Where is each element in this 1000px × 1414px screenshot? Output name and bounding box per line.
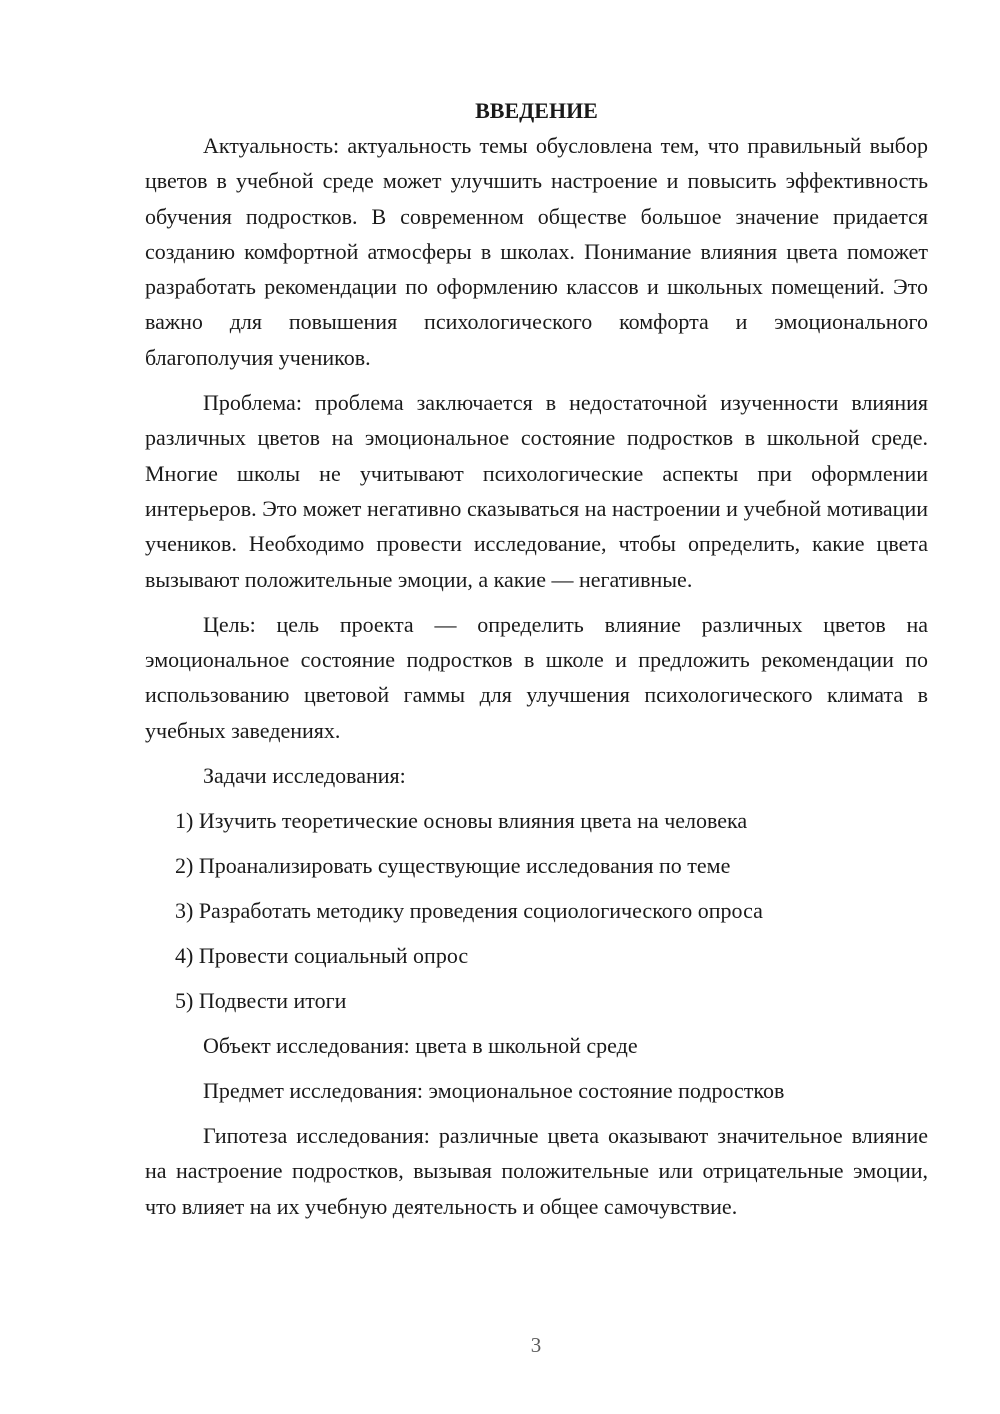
paragraph-object: Объект исследования: цвета в школьной среде: [203, 1033, 638, 1059]
page-title: ВВЕДЕНИЕ: [475, 98, 598, 123]
tasks-heading: Задачи исследования:: [203, 763, 406, 789]
page-number: 3: [530, 1333, 542, 1357]
paragraph-goal: Цель: цель проекта — определить влияние различных цветов на эмоциональное состояние подростков в школе и предложить рекомендации по использованию цветовой гаммы для улучшения психологического климата в учебных заведениях.: [145, 611, 928, 743]
page-content: [145, 93, 928, 1224]
list-item: 4) Провести социальный опрос: [175, 943, 469, 969]
tasks-list: [145, 803, 928, 1018]
paragraph-problem: Проблема: проблема заключается в недостаточной изученности влияния различных цветов на эмоциональное состояние подростков в школьной среде. Многие школы не учитывают психологические аспекты при оформлении интерьеров. Это может негативно сказываться на настроении и учебной мотивации учеников. Необходимо провести исследование, чтобы определить, какие цвета вызывают положительные эмоции, а какие — негативные.: [145, 390, 928, 592]
paragraph-hypothesis: Гипотеза исследования: различные цвета оказывают значительное влияние на настроение подростков, вызывая положительные или отрицательные эмоции, что влияет на их учебную деятельность и общее самочувствие.: [145, 1123, 928, 1219]
paragraph-subject: Предмет исследования: эмоциональное состояние подростков: [203, 1078, 785, 1104]
paragraph-relevance: Актуальность: актуальность темы обусловлена тем, что правильный выбор цветов в учебной среде может улучшить настроение и повысить эффективность обучения подростков. В современном обществе большое значение придается созданию комфортной атмосферы в школах. Понимание влияния цвета поможет разработать рекомендации по оформлению классов и школьных помещений. Это важно для повышения психологического комфорта и эмоционального благополучия учеников.: [145, 133, 928, 370]
list-item: 5) Подвести итоги: [175, 988, 347, 1014]
list-item: 3) Разработать методику проведения социологического опроса: [175, 898, 763, 924]
list-item: 2) Проанализировать существующие исследования по теме: [175, 853, 731, 879]
list-item: 1) Изучить теоретические основы влияния цвета на человека: [175, 808, 748, 834]
